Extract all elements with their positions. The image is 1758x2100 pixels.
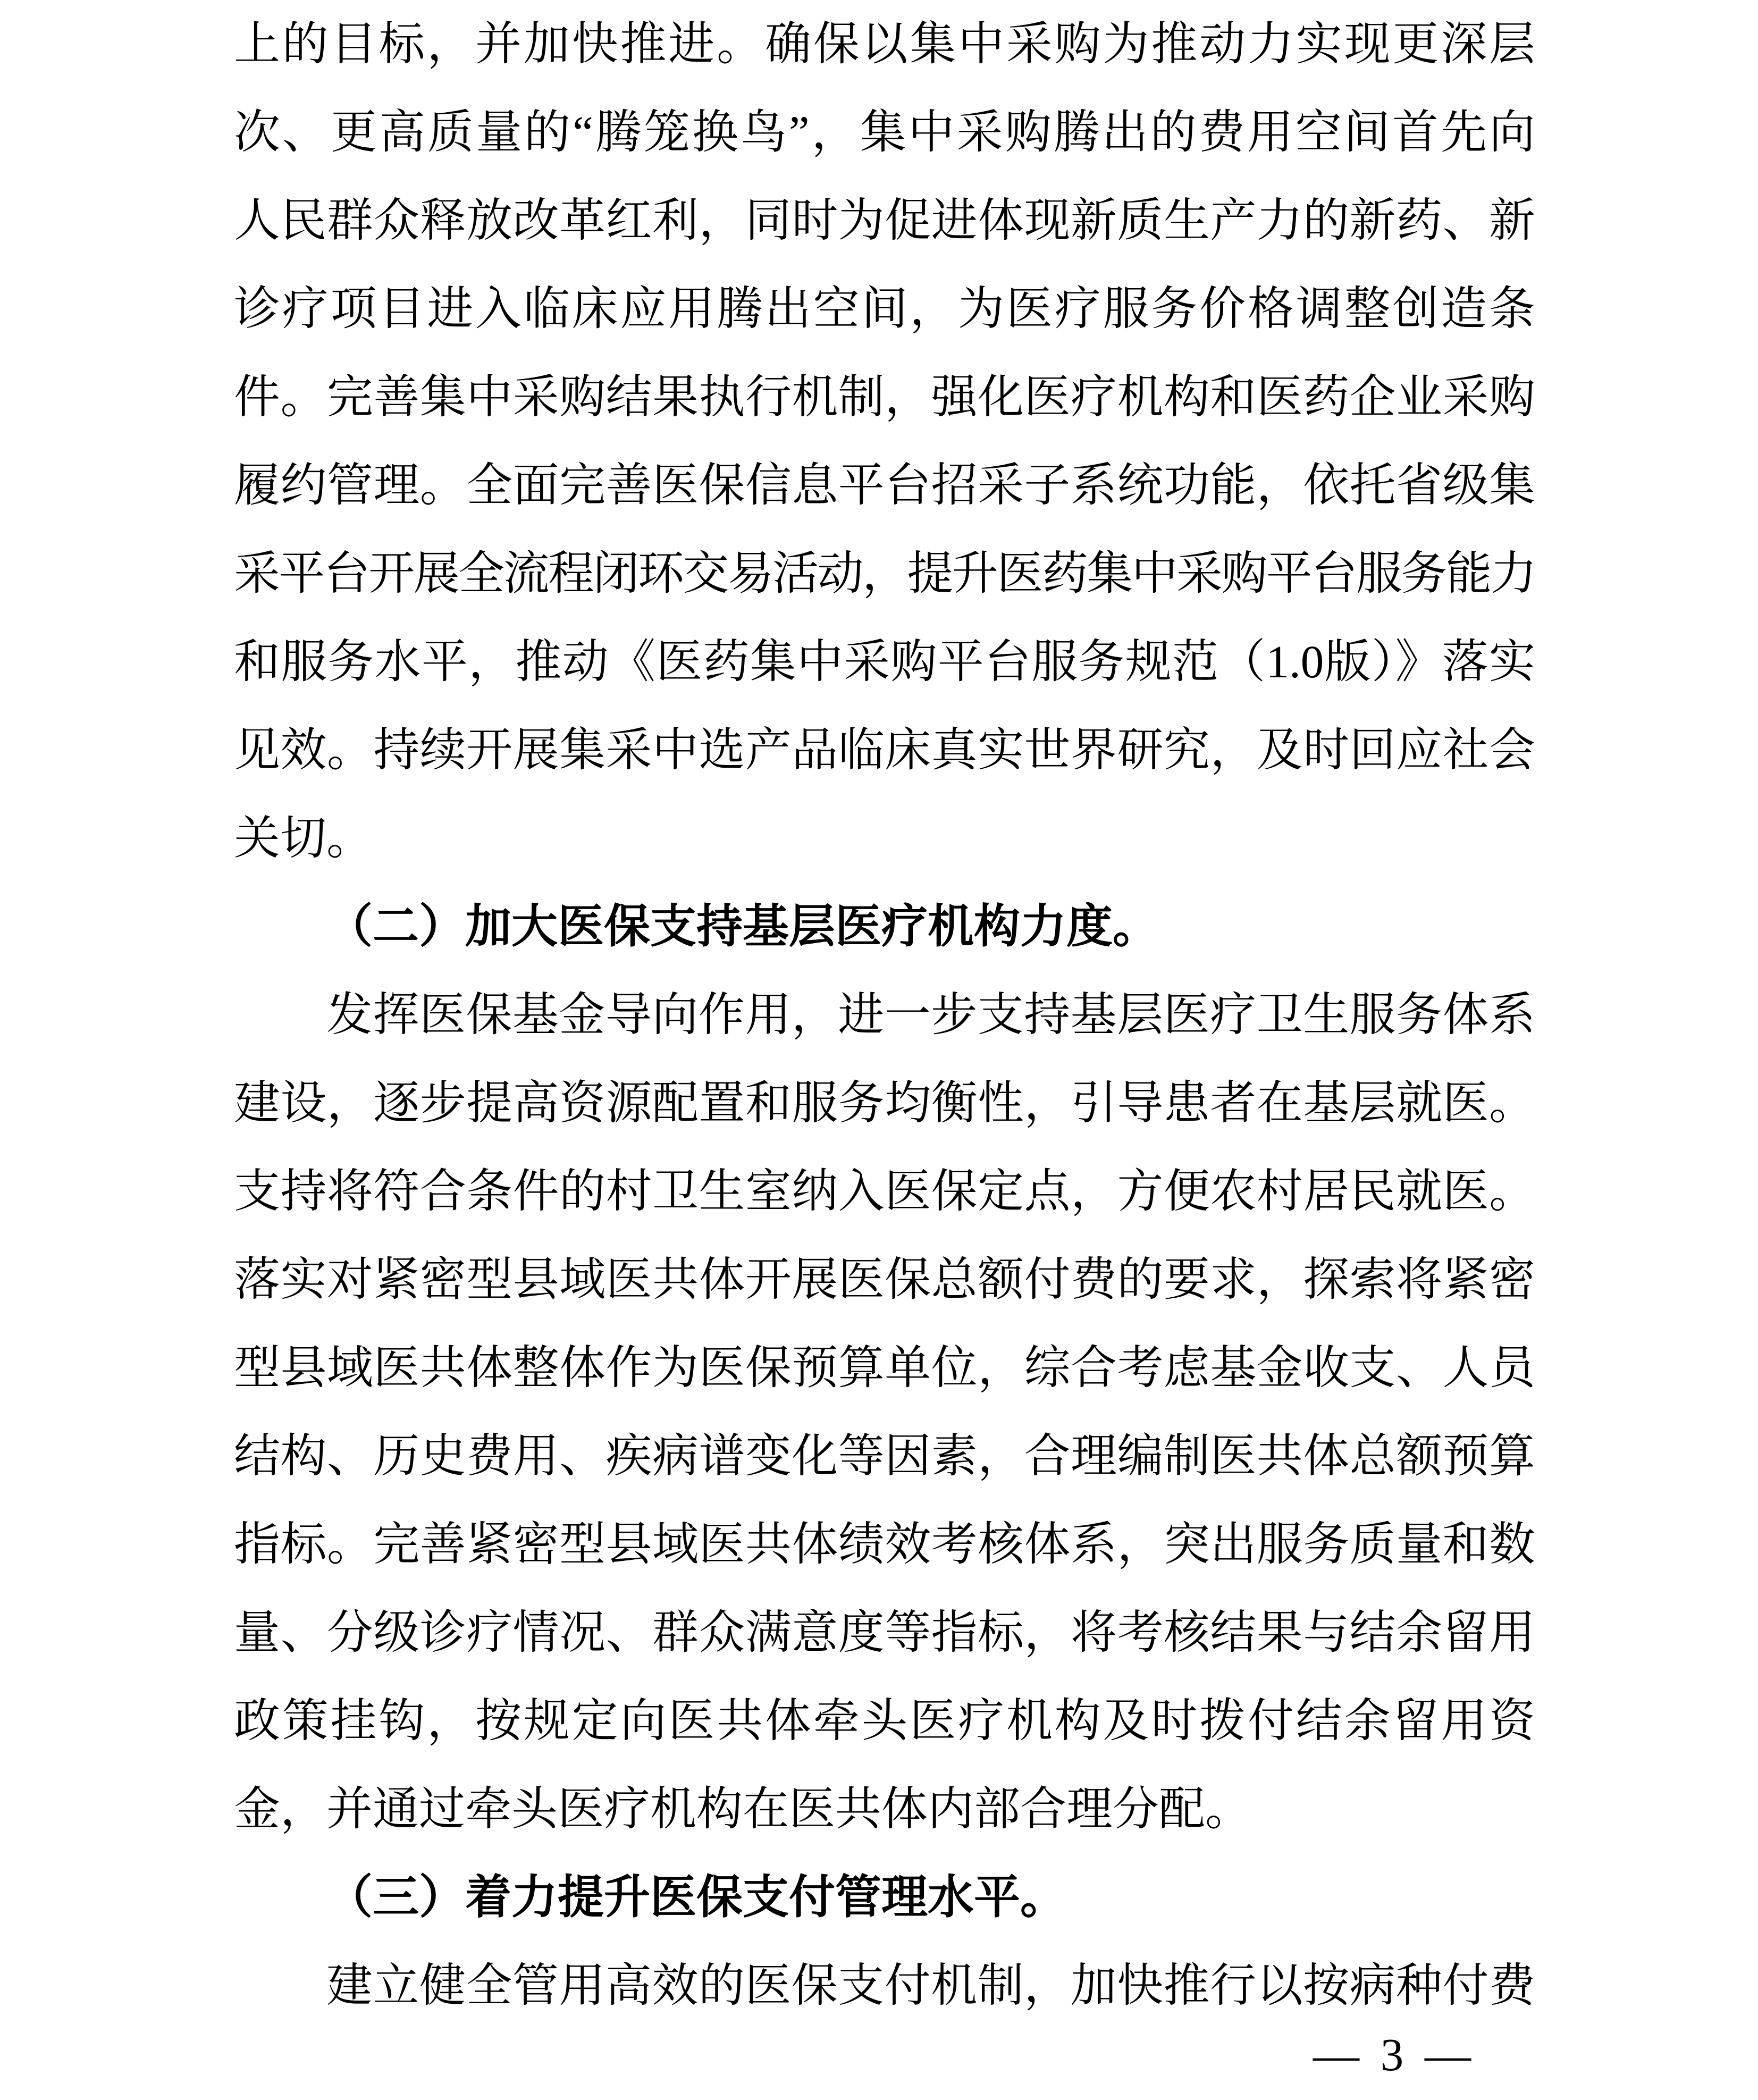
- body-line: 建立健全管用高效的医保支付机制，加快推行以按病种付费: [326, 1960, 1535, 2011]
- body-line: 履约管理。全面完善医保信息平台招采子系统功能，依托省级集: [234, 459, 1535, 511]
- body-line: 结构、历史费用、疾病谱变化等因素，合理编制医共体总额预算: [234, 1430, 1535, 1482]
- body-line: 人民群众释放改革红利，同时为促进体现新质生产力的新药、新: [234, 195, 1535, 246]
- body-line: 指标。完善紧密型县域医共体绩效考核体系，突出服务质量和数: [234, 1518, 1535, 1570]
- body-line: 发挥医保基金导向作用，进一步支持基层医疗卫生服务体系: [326, 989, 1535, 1040]
- body-line: 政策挂钩，按规定向医共体牵头医疗机构及时拨付结余留用资: [234, 1695, 1535, 1746]
- body-line: 型县域医共体整体作为医保预算单位，综合考虑基金收支、人员: [234, 1342, 1535, 1393]
- body-line: 和服务水平，推动《医药集中采购平台服务规范（1.0版）》落实: [234, 636, 1535, 687]
- page-number: — 3 —: [1313, 2029, 1471, 2080]
- body-line: 关切。: [234, 812, 373, 864]
- body-line: 支持将符合条件的村卫生室纳入医保定点，方便农村居民就医。: [234, 1165, 1535, 1217]
- section-heading-2: （二）加大医保支持基层医疗机构力度。: [326, 901, 1159, 952]
- body-line: 上的目标，并加快推进。确保以集中采购为推动力实现更深层: [234, 18, 1535, 70]
- body-line: 诊疗项目进入临床应用腾出空间，为医疗服务价格调整创造条: [234, 283, 1535, 334]
- body-line: 落实对紧密型县域医共体开展医保总额付费的要求，探索将紧密: [234, 1254, 1535, 1305]
- body-line: 采平台开展全流程闭环交易活动，提升医药集中采购平台服务能力: [234, 548, 1535, 599]
- section-heading-3: （三）着力提升医保支付管理水平。: [326, 1871, 1066, 1923]
- body-line: 件。完善集中采购结果执行机制，强化医疗机构和医药企业采购: [234, 371, 1535, 423]
- body-line: 见效。持续开展集采中选产品临床真实世界研究，及时回应社会: [234, 724, 1535, 776]
- body-line: 次、更高质量的“腾笼换鸟”，集中采购腾出的费用空间首先向: [234, 106, 1535, 158]
- body-text: [234, 0, 1535, 2030]
- body-line: 金，并通过牵头医疗机构在医共体内部合理分配。: [234, 1783, 1251, 1835]
- body-line: 建设，逐步提高资源配置和服务均衡性，引导患者在基层就医。: [234, 1077, 1535, 1129]
- body-line: 量、分级诊疗情况、群众满意度等指标，将考核结果与结余留用: [234, 1607, 1535, 1658]
